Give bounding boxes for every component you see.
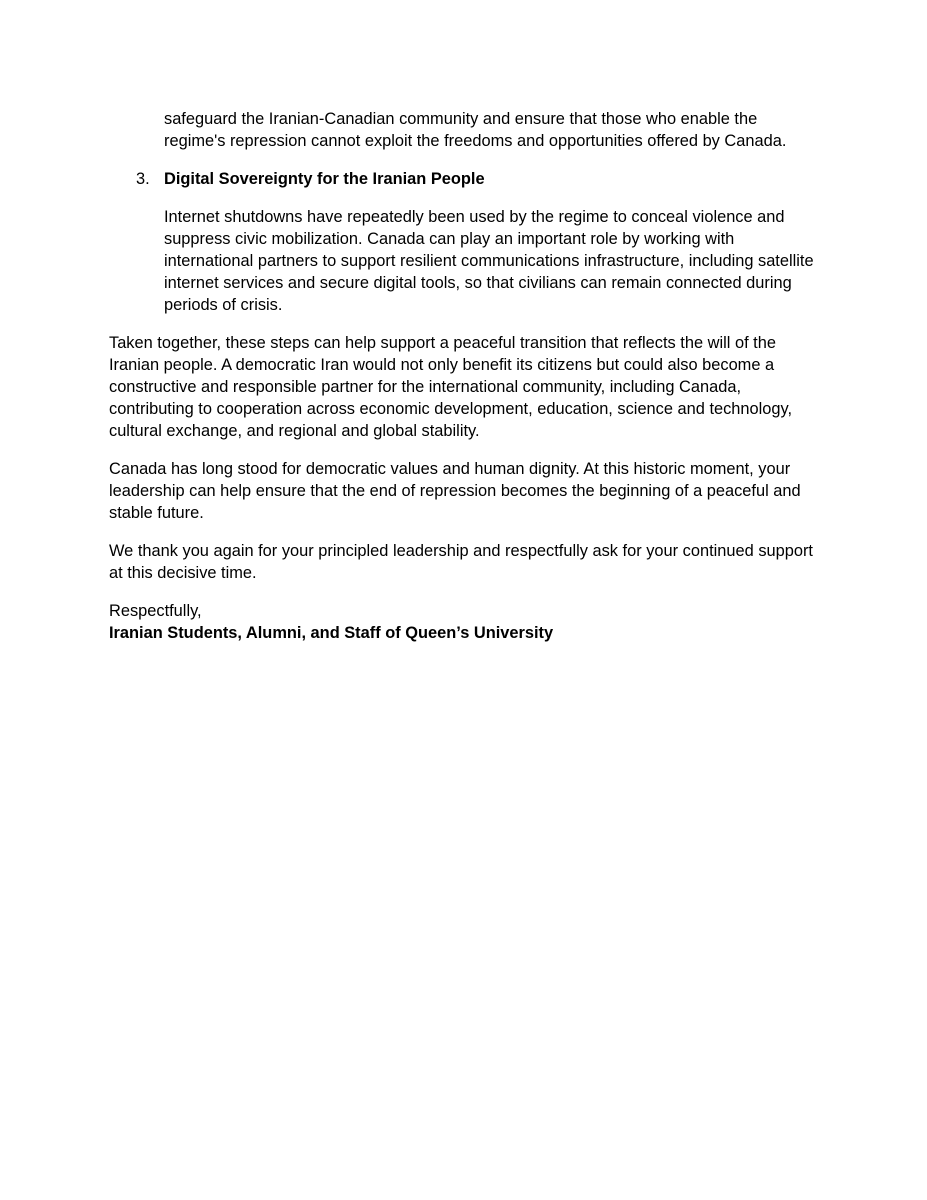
- list-item-title: Digital Sovereignty for the Iranian People: [164, 170, 485, 188]
- list-item-body: Internet shutdowns have repeatedly been used by the regime to conceal violence and suppress civic mobilization. Canada can play an important role by working with international partners to support resilient communications infrastructure, including satellite internet services and secure digital tools, so that civilians can remain connected during periods of crisis.: [164, 208, 814, 314]
- closing-block: [109, 600, 821, 644]
- signature: Iranian Students, Alumni, and Staff of Queen’s University: [109, 624, 554, 642]
- paragraph-thanks: We thank you again for your principled leadership and respectfully ask for your continued support at this decisive time.: [109, 542, 813, 582]
- closing-salutation: Respectfully,: [109, 602, 202, 620]
- continued-paragraph-block: [164, 108, 821, 152]
- paragraph-democratic-values: Canada has long stood for democratic values and human dignity. At this historic moment, your leadership can help ensure that the end of repression becomes the beginning of a peaceful and stable future.: [109, 460, 801, 522]
- continued-paragraph: safeguard the Iranian-Canadian community and ensure that those who enable the regime's repression cannot exploit the freedoms and opportunities offered by Canada.: [164, 110, 787, 150]
- paragraph-transition: Taken together, these steps can help support a peaceful transition that reflects the will of the Iranian people. A democratic Iran would not only benefit its citizens but could also become a constructive and responsible partner for the international community, including Canada, contributing to cooperation across economic development, education, science and technology, cultural exchange, and regional and global stability.: [109, 334, 793, 440]
- list-item-3: [136, 168, 821, 316]
- list-number: 3.: [136, 170, 150, 188]
- letter-body: [109, 108, 821, 644]
